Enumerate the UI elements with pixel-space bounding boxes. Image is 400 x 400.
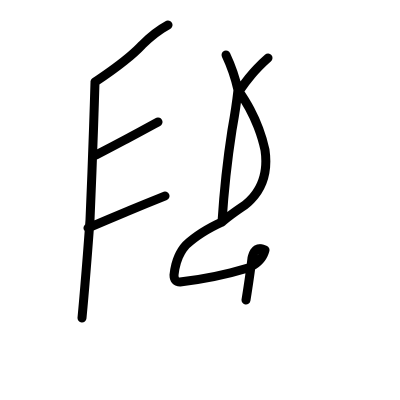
left-glyph-lower-branch bbox=[88, 196, 165, 228]
left-glyph bbox=[82, 25, 168, 318]
right-glyph-loop bbox=[222, 90, 266, 222]
left-glyph-stem bbox=[82, 82, 95, 318]
left-glyph-top-branch bbox=[95, 25, 168, 82]
right-glyph-top-right-stroke bbox=[240, 58, 268, 90]
right-glyph-top-left-stroke bbox=[226, 55, 238, 90]
right-glyph bbox=[174, 55, 268, 300]
right-glyph-base bbox=[174, 222, 265, 300]
left-glyph-middle-branch bbox=[96, 122, 158, 155]
